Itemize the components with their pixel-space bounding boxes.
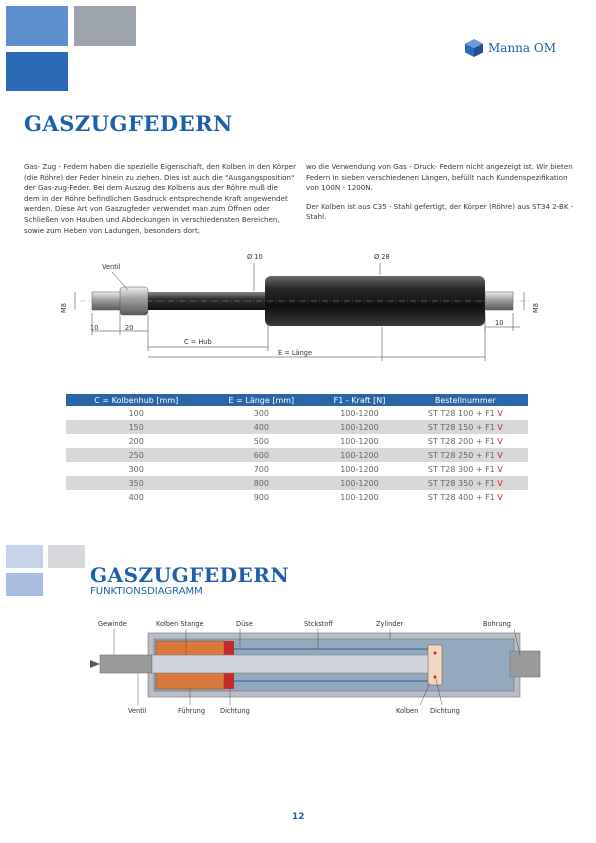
col-header-bestellnummer: Bestellnummer xyxy=(403,394,528,406)
label-ventil: Ventil xyxy=(102,263,121,271)
table-row: 200 500 100-1200 ST T28 200 + F1 V xyxy=(128,436,503,446)
table-row: 400 900 100-1200 ST T28 400 + F1 V xyxy=(128,492,503,502)
table-row: 250 600 100-1200 ST T28 250 + F1 V xyxy=(66,448,528,462)
label-laenge: E = Länge xyxy=(278,349,313,357)
diagram-piston-rod xyxy=(152,655,432,673)
intro-column-right xyxy=(306,162,578,231)
table-row: 150 400 100-1200 ST T28 150 + F1 V xyxy=(66,420,528,434)
intro-paragraph-2: wo die Verwendung von Gas - Druck- Federn nicht angezeigt ist. Wir bieten Federn in sieben verschiedenen Längen, befüllt nach Kundenspezifikation von 100N - 1200N. xyxy=(306,162,573,193)
label-bohrung: Bohrung xyxy=(483,620,511,628)
label-kolben: Kolben xyxy=(396,707,419,715)
label-dichtung-1: Dichtung xyxy=(220,707,250,715)
label-stickstoff: Stckstoff xyxy=(304,620,333,628)
col-header-hub: C = Kolbenhub [mm] xyxy=(66,394,206,406)
header-square-blue xyxy=(6,6,68,46)
label-dim-10-right: 10 xyxy=(495,319,504,327)
label-d28: Ø 28 xyxy=(374,253,390,261)
diagram-thread xyxy=(100,655,152,673)
section2-title: GASZUGFEDERN xyxy=(90,563,290,587)
table-header-row xyxy=(66,394,528,406)
section2-square-blue xyxy=(6,573,43,596)
intro-paragraph-3: Der Kolben ist aus C35 - Stahl gefertigt, der Körper (Röhre) aus ST34 2-BK - Stahl. xyxy=(306,201,574,222)
page-number: 12 xyxy=(292,812,305,822)
label-d10: Ø 10 xyxy=(247,253,263,261)
diagram-piston xyxy=(428,645,442,685)
col-header-kraft: F1 - Kraft [N] xyxy=(316,394,402,406)
spec-table xyxy=(66,394,528,504)
label-duese: Düse xyxy=(236,620,253,628)
header-square-grey xyxy=(74,6,136,46)
label-hub: C = Hub xyxy=(184,338,212,346)
brand-logo xyxy=(464,38,556,58)
label-ventil-diagram: Ventil xyxy=(128,707,147,715)
label-gewinde: Gewinde xyxy=(98,620,127,628)
cube-icon xyxy=(464,38,484,58)
label-dim-10-left: 10 xyxy=(90,324,99,332)
col-header-laenge: E = Länge [mm] xyxy=(206,394,316,406)
section2-square-light-blue xyxy=(6,545,43,568)
header-square-dark-blue xyxy=(6,52,68,91)
section2-square-light-grey xyxy=(48,545,85,568)
label-m8-left: M8 xyxy=(60,303,68,313)
intro-column-left xyxy=(24,162,296,244)
intro-paragraph-1: Gas- Zug - Federn haben die spezielle Eigenschaft, den Kolben in den Körper (die Röhre) der Feder hinein zu ziehen. Dies ist auch die "Ausgangsposition" der Gas-zug-Feder. Bei dem Auszug des Kolbens aus der Röhre muß die dem in der Röhre befindlichen Gasdruck entsprechende Kraft angewendet werden. Diese Art von Gaszugfeder verwendet man zum Öffnen oder Schließen von Hauben und Abdeckungen in verschiedensten Bereichen, sowie zum Heben von Ladungen, besonders dort, xyxy=(24,162,296,235)
spring-dimension-drawing xyxy=(40,247,560,367)
label-m8-right: M8 xyxy=(532,303,540,313)
table-row: 300 700 100-1200 ST T28 300 + F1 V xyxy=(128,464,503,474)
diagram-bore xyxy=(510,651,540,677)
label-dim-20: 20 xyxy=(125,324,134,332)
label-dichtung-2: Dichtung xyxy=(430,707,460,715)
label-kolbenstange: Kolben Stange xyxy=(156,620,204,628)
table-row: 100 300 100-1200 ST T28 100 + F1 V xyxy=(128,408,503,418)
section2-subtitle: FUNKTIONSDIAGRAMM xyxy=(90,586,203,597)
function-diagram xyxy=(90,615,550,725)
table-row: 350 800 100-1200 ST T28 350 + F1 V xyxy=(66,476,528,490)
brand-name: Manna OM xyxy=(488,41,556,55)
label-fuehrung: Führung xyxy=(178,707,206,715)
label-zylinder: Zylinder xyxy=(376,620,404,628)
page-title: GASZUGFEDERN xyxy=(24,111,233,136)
